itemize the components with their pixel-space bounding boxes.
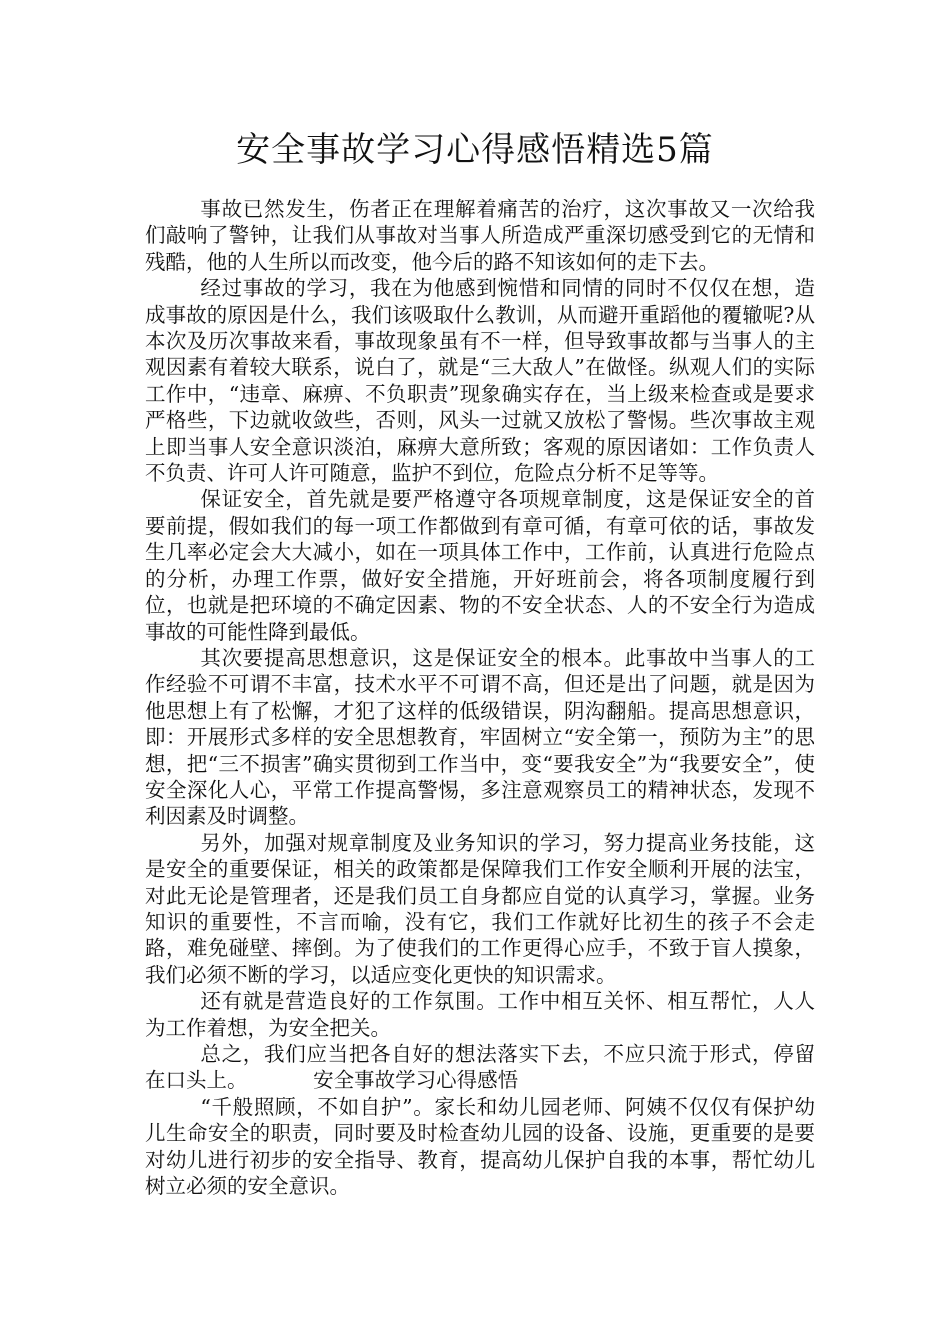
paragraph: 还有就是营造良好的工作氛围。工作中相互关怀、相互帮忙，人人为工作着想，为安全把关。 xyxy=(145,989,815,1040)
second-article-title: 安全事故学习心得感悟 xyxy=(313,1068,519,1093)
paragraph: 另外，加强对规章制度及业务知识的学习，努力提高业务技能，这是安全的重要保证，相关的政策都是保障我们工作安全顺利开展的法宝，对此无论是管理者，还是我们员工自身都应自觉的认真学习，掌握。业务知识的重要性，不言而喻，没有它，我们工作就好比初生的孩子不会走路，难免碰壁、摔倒。为了使我们的工作更得心应手，不致于盲人摸象，我们必须不断的学习，以适应变化更快的知识需求。 xyxy=(145,830,815,987)
paragraph: 保证安全，首先就是要严格遵守各项规章制度，这是保证安全的首要前提，假如我们的每一项工作都做到有章可循，有章可依的话，事故发生几率必定会大大减小，如在一项具体工作中，工作前，认真进行危险点的分析，办理工作票，做好安全措施，开好班前会，将各项制度履行到位，也就是把环境的不确定因素、物的不安全状态、人的不安全行为造成事故的可能性降到最低。 xyxy=(145,487,815,644)
paragraph: 其次要提高思想意识，这是保证安全的根本。此事故中当事人的工作经验不可谓不丰富，技术水平不可谓不高，但还是出了问题，就是因为他思想上有了松懈，才犯了这样的低级错误，阴沟翻船。提高思想意识，即：开展形式多样的安全思想教育，牢固树立“安全第一，预防为主”的思想，把“三不损害”确实贯彻到工作当中，变“要我安全”为“我要安全”，使安全深化人心，平常工作提高警惕，多注意观察员工的精神状态，发现不利因素及时调整。 xyxy=(145,645,815,829)
document-body xyxy=(145,196,815,1199)
paragraph: “千般照顾，不如自护”。家长和幼儿园老师、阿姨不仅仅有保护幼儿生命安全的职责，同时要及时检查幼儿园的设备、设施，更重要的是要对幼儿进行初步的安全指导、教育，提高幼儿保护自我的本事，帮忙幼儿树立必须的安全意识。 xyxy=(145,1094,815,1199)
closing-text: 总之，我们应当把各自好的想法落实下去，不应只流于形式，停留在口头上。 xyxy=(145,1042,815,1093)
document-title: 安全事故学习心得感悟精选5篇 xyxy=(236,130,714,170)
paragraph: 事故已然发生，伤者正在理解着痛苦的治疗，这次事故又一次给我们敲响了警钟，让我们从事故对当事人所造成严重深切感受到它的无情和残酷，他的人生所以而改变，他今后的路不知该如何的走下去。 xyxy=(145,197,815,274)
closing-paragraph xyxy=(145,1041,815,1094)
paragraph: 经过事故的学习，我在为他感到惋惜和同情的同时不仅仅在想，造成事故的原因是什么，我们该吸取什么教训，从而避开重蹈他的覆辙呢?从本次及历次事故来看，事故现象虽有不一样，但导致事故都与当事人的主观因素有着较大联系，说白了，就是“三大敌人”在做怪。纵观人们的实际工作中，“违章、麻痹、不负职责”现象确实存在，当上级来检查或是要求严格些，下边就收敛些，否则，风头一过就又放松了警惕。些次事故主观上即当事人安全意识淡泊，麻痹大意所致；客观的原因诸如：工作负责人不负责、许可人许可随意，监护不到位，危险点分析不足等等。 xyxy=(145,276,815,486)
